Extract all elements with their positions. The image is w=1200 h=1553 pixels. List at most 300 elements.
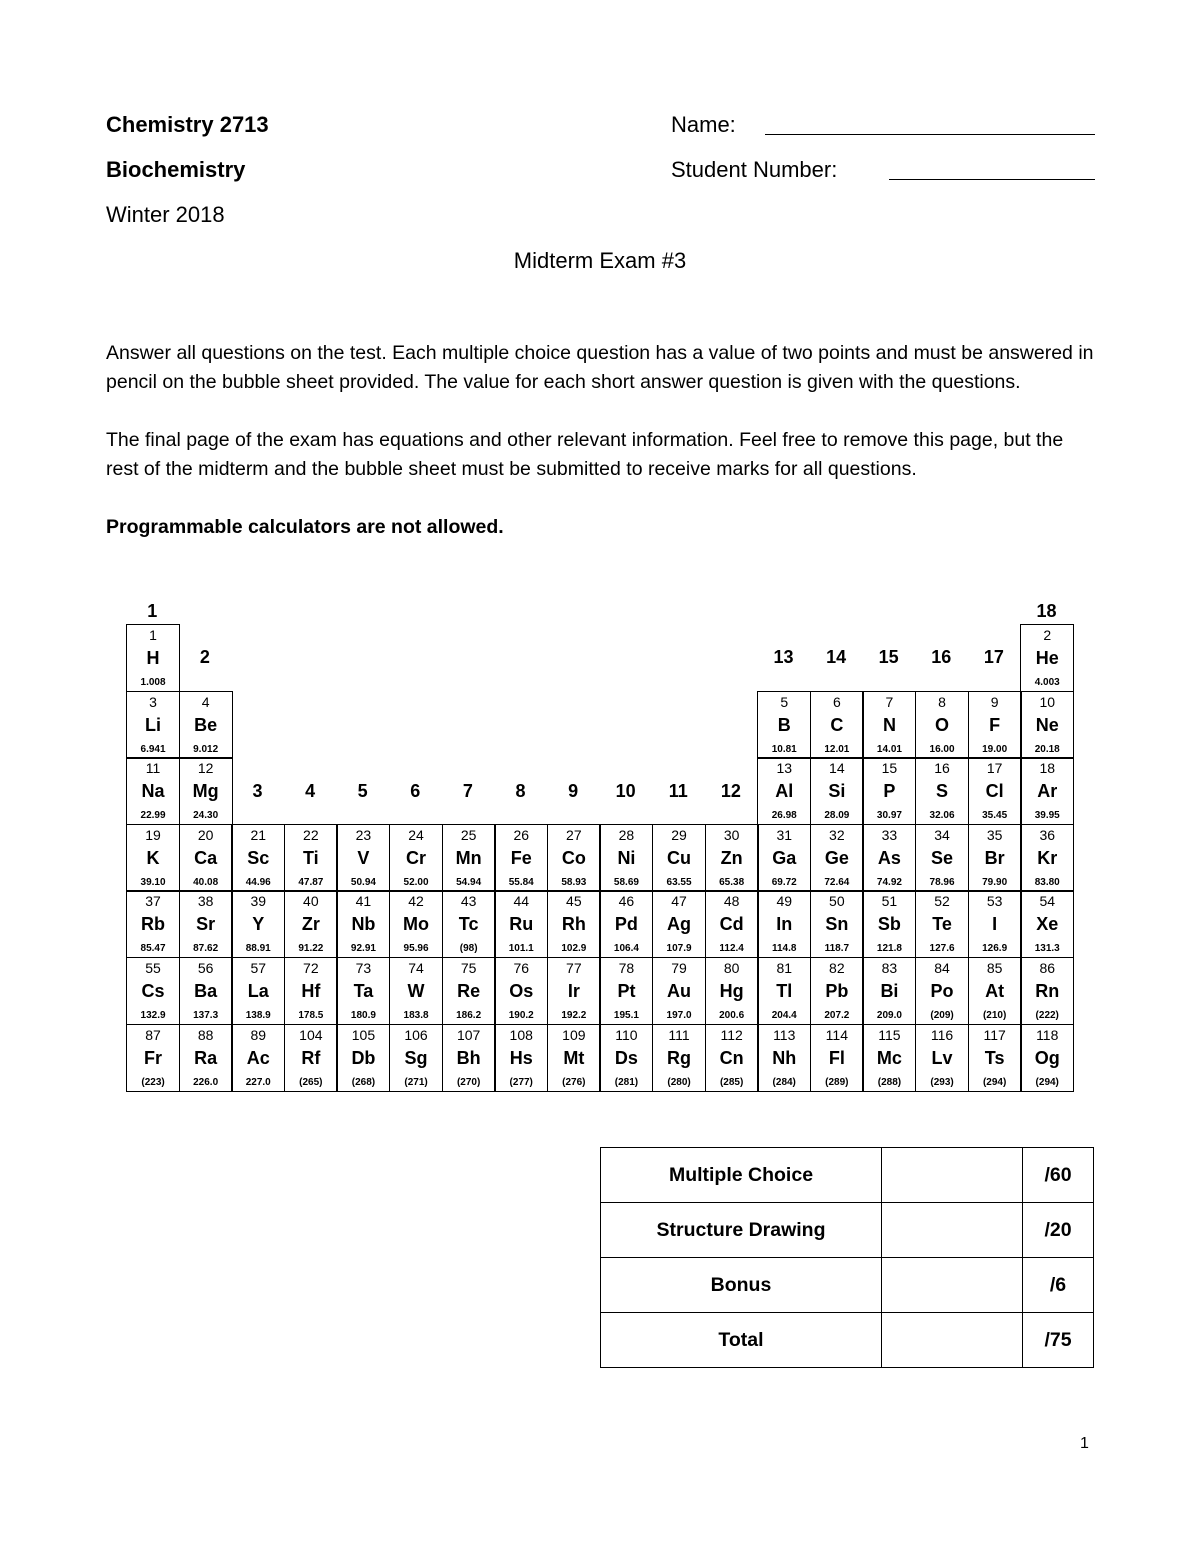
element-number: 89: [250, 1026, 267, 1043]
element-cell: [179, 824, 233, 892]
element-cell: [810, 890, 864, 958]
element-mass: (285): [719, 1076, 744, 1088]
element-cell: [757, 1024, 811, 1092]
element-mass: 227.0: [245, 1076, 271, 1088]
element-cell: [494, 957, 548, 1025]
element-number: 118: [1036, 1026, 1059, 1043]
element-mass: (223): [141, 1076, 165, 1088]
element-number: 110: [615, 1026, 638, 1043]
element-cell: [442, 890, 496, 958]
element-mass: 79.90: [982, 876, 1008, 888]
element-cell: [336, 1024, 390, 1092]
element-cell: [547, 824, 601, 892]
element-number: 34: [934, 826, 950, 843]
element-mass: 127.6: [929, 943, 955, 955]
element-cell: [179, 691, 233, 759]
element-cell: [126, 757, 180, 825]
element-cell: [231, 890, 285, 958]
element-number: 78: [618, 960, 635, 976]
element-mass: (209): [930, 1010, 954, 1022]
element-symbol: Pt: [617, 981, 636, 1001]
element-number: 22: [303, 826, 319, 843]
element-symbol: V: [357, 847, 370, 868]
score-entry[interactable]: [882, 1203, 1023, 1258]
exam-title: Midterm Exam #3: [513, 248, 687, 273]
group-label: 14: [826, 647, 847, 668]
element-cell: [915, 824, 969, 892]
group-label: 13: [773, 647, 794, 668]
element-cell: [336, 890, 390, 958]
element-cell: [284, 957, 338, 1025]
element-mass: (284): [772, 1076, 796, 1088]
element-mass: 20.18: [1034, 743, 1060, 755]
element-symbol: Nh: [772, 1047, 797, 1068]
element-cell: [336, 957, 390, 1025]
element-mass: 85.47: [140, 943, 166, 955]
element-cell: [1020, 1024, 1074, 1092]
element-number: 77: [566, 960, 582, 976]
score-max: /60: [1023, 1148, 1094, 1203]
element-cell: [547, 957, 601, 1025]
element-mass: 226.0: [193, 1076, 219, 1088]
element-mass: 1.008: [140, 677, 166, 689]
element-symbol: Ir: [567, 981, 580, 1001]
score-max: /20: [1023, 1203, 1094, 1258]
element-mass: 54.94: [456, 876, 482, 888]
element-number: 74: [408, 960, 424, 976]
element-number: 14: [829, 760, 845, 777]
element-symbol: Pb: [825, 981, 849, 1001]
element-number: 111: [668, 1026, 690, 1043]
element-symbol: Hg: [719, 981, 744, 1001]
element-number: 8: [938, 693, 946, 710]
element-mass: (280): [667, 1076, 691, 1088]
element-number: 26: [513, 826, 530, 843]
element-mass: 209.0: [876, 1010, 902, 1022]
element-mass: 197.0: [666, 1010, 692, 1022]
element-mass: 118.7: [824, 943, 850, 955]
score-row: [601, 1203, 1094, 1258]
element-number: 19: [145, 826, 161, 843]
element-number: 113: [773, 1026, 796, 1043]
element-cell: [126, 691, 180, 759]
element-number: 86: [1039, 960, 1056, 976]
score-max: /75: [1023, 1313, 1094, 1368]
element-symbol: S: [936, 781, 949, 802]
element-number: 72: [303, 960, 319, 976]
element-mass: 132.9: [140, 1010, 166, 1022]
element-mass: 44.96: [245, 876, 271, 888]
group-label: 2: [199, 647, 210, 668]
element-number: 84: [934, 960, 950, 976]
element-number: 24: [408, 826, 424, 843]
element-number: 108: [509, 1026, 533, 1043]
element-mass: (294): [1035, 1076, 1059, 1088]
element-number: 105: [351, 1026, 376, 1043]
group-label: 11: [668, 780, 688, 801]
element-cell: [494, 890, 548, 958]
score-entry[interactable]: [882, 1148, 1023, 1203]
score-entry[interactable]: [882, 1258, 1023, 1313]
element-mass: 26.98: [771, 810, 797, 822]
element-symbol: Mg: [192, 781, 219, 802]
element-mass: 55.84: [508, 876, 534, 888]
element-symbol: Br: [984, 847, 1005, 868]
group-label: 15: [878, 647, 899, 668]
element-mass: (288): [877, 1076, 902, 1088]
element-cell: [705, 890, 759, 958]
element-cell: [968, 691, 1022, 759]
element-cell: [179, 957, 233, 1025]
element-mass: (289): [825, 1076, 849, 1088]
element-number: 2: [1043, 627, 1052, 643]
element-cell: [284, 824, 338, 892]
element-number: 20: [197, 826, 214, 843]
name-label: Name:: [671, 112, 736, 137]
element-number: 3: [149, 693, 157, 710]
element-symbol: Be: [194, 714, 218, 735]
element-cell: [757, 890, 811, 958]
element-number: 42: [408, 893, 424, 910]
element-symbol: W: [407, 981, 425, 1001]
element-number: 85: [986, 960, 1003, 976]
element-symbol: Os: [509, 981, 534, 1001]
element-number: 116: [930, 1026, 954, 1043]
element-symbol: Sn: [825, 914, 849, 935]
element-number: 104: [299, 1026, 323, 1043]
element-cell: [126, 1024, 180, 1092]
element-mass: 19.00: [982, 743, 1008, 755]
element-symbol: F: [989, 714, 1001, 735]
element-number: 36: [1039, 826, 1056, 843]
score-category: Multiple Choice: [601, 1148, 882, 1203]
score-table: [600, 1147, 1094, 1368]
element-cell: [968, 957, 1022, 1025]
element-cell: [336, 824, 390, 892]
element-cell: [547, 890, 601, 958]
element-number: 44: [513, 893, 530, 910]
element-symbol: Nb: [351, 914, 376, 935]
element-number: 38: [197, 893, 214, 910]
element-mass: 40.08: [193, 876, 219, 888]
element-number: 5: [780, 693, 789, 710]
element-symbol: Li: [145, 714, 162, 735]
element-mass: (271): [404, 1076, 428, 1088]
group-label: 10: [615, 780, 636, 801]
element-number: 83: [881, 960, 898, 976]
element-number: 28: [618, 826, 635, 843]
element-symbol: O: [935, 714, 950, 735]
element-mass: 200.6: [719, 1010, 745, 1022]
element-cell: [915, 757, 969, 825]
element-mass: 204.4: [771, 1010, 797, 1022]
element-mass: (222): [1035, 1010, 1059, 1022]
element-number: 45: [566, 893, 582, 910]
element-symbol: C: [830, 714, 844, 735]
element-cell: [757, 691, 811, 759]
element-number: 52: [934, 893, 950, 910]
element-number: 76: [513, 960, 530, 976]
score-entry[interactable]: [882, 1313, 1023, 1368]
element-mass: 16.00: [929, 743, 955, 755]
element-mass: 131.3: [1034, 943, 1060, 955]
element-cell: [179, 890, 233, 958]
element-cell: [862, 691, 916, 759]
element-cell: [284, 1024, 338, 1092]
element-mass: 95.96: [403, 943, 429, 955]
element-cell: [1020, 957, 1074, 1025]
element-symbol: Og: [1034, 1047, 1060, 1068]
element-cell: [494, 824, 548, 892]
element-cell: [757, 757, 811, 825]
element-cell: [968, 890, 1022, 958]
element-cell: [599, 824, 653, 892]
element-symbol: I: [992, 914, 998, 935]
element-number: 54: [1039, 893, 1056, 910]
element-number: 107: [456, 1026, 481, 1043]
element-cell: [862, 824, 916, 892]
element-cell: [126, 957, 180, 1025]
element-cell: [179, 1024, 233, 1092]
element-number: 18: [1039, 760, 1056, 777]
element-cell: [968, 1024, 1022, 1092]
element-number: 51: [881, 893, 898, 910]
element-cell: [389, 1024, 443, 1092]
element-symbol: Rn: [1035, 981, 1060, 1001]
element-number: 1: [149, 627, 157, 643]
group-label: 1: [147, 601, 158, 621]
page-number: 1: [1080, 1435, 1089, 1452]
group-label: 7: [462, 780, 473, 801]
element-cell: [179, 757, 233, 825]
element-symbol: Re: [457, 981, 481, 1001]
element-number: 55: [145, 960, 161, 976]
element-mass: 24.30: [193, 810, 219, 822]
element-number: 117: [983, 1026, 1006, 1043]
element-cell: [442, 824, 496, 892]
element-cell: [705, 1024, 759, 1092]
element-mass: 6.941: [140, 743, 166, 755]
element-mass: 10.81: [771, 743, 797, 755]
element-number: 56: [197, 960, 214, 976]
element-cell: [757, 957, 811, 1025]
element-number: 57: [250, 960, 267, 976]
element-number: 109: [562, 1026, 586, 1043]
element-mass: (210): [982, 1010, 1007, 1022]
element-number: 106: [404, 1026, 428, 1043]
element-symbol: Ge: [824, 847, 849, 868]
element-cell: [599, 1024, 653, 1092]
element-mass: 195.1: [613, 1010, 639, 1022]
element-symbol: Cd: [719, 914, 744, 935]
instructions-paragraph-3: Programmable calculators are not allowed.: [106, 516, 504, 538]
element-mass: 183.8: [403, 1010, 429, 1022]
element-number: 12: [197, 760, 214, 777]
element-symbol: Po: [930, 981, 954, 1001]
element-symbol: Ru: [509, 914, 534, 935]
element-symbol: Sg: [404, 1047, 428, 1068]
group-label: 9: [568, 780, 579, 801]
element-number: 41: [355, 893, 372, 910]
element-number: 48: [723, 893, 740, 910]
element-mass: 102.9: [561, 943, 587, 955]
element-mass: 12.01: [824, 743, 850, 755]
element-mass: 112.4: [719, 943, 744, 955]
element-symbol: Hf: [301, 981, 321, 1001]
element-cell: [547, 1024, 601, 1092]
element-cell: [231, 957, 285, 1025]
element-number: 46: [618, 893, 635, 910]
element-mass: (281): [614, 1076, 639, 1088]
element-number: 39: [250, 893, 267, 910]
element-number: 53: [986, 893, 1003, 910]
element-symbol: Ac: [246, 1047, 270, 1068]
element-mass: 190.2: [508, 1010, 534, 1022]
course-term: Winter 2018: [106, 202, 225, 227]
group-label: 3: [252, 780, 263, 801]
element-cell: [915, 1024, 969, 1092]
element-cell: [1020, 824, 1074, 892]
element-mass: 58.93: [561, 876, 587, 888]
element-number: 10: [1039, 693, 1056, 710]
element-cell: [915, 957, 969, 1025]
group-label: 5: [357, 780, 368, 801]
element-mass: 192.2: [561, 1010, 587, 1022]
element-symbol: Rb: [141, 914, 166, 935]
element-number: 37: [145, 893, 161, 910]
element-symbol: Se: [931, 847, 954, 868]
element-number: 21: [250, 826, 267, 843]
element-number: 87: [145, 1026, 161, 1043]
element-number: 112: [720, 1026, 743, 1043]
element-cell: [599, 957, 653, 1025]
element-symbol: Al: [775, 781, 794, 802]
element-number: 35: [986, 826, 1003, 843]
element-cell: [599, 890, 653, 958]
element-cell: [442, 1024, 496, 1092]
group-label: 6: [410, 780, 421, 801]
score-category: Total: [601, 1313, 882, 1368]
group-label: 17: [983, 647, 1004, 668]
element-mass: 78.96: [929, 876, 955, 888]
element-mass: 72.64: [824, 876, 850, 888]
element-symbol: At: [985, 981, 1005, 1001]
element-mass: 30.97: [876, 810, 902, 822]
element-cell: [810, 824, 864, 892]
element-symbol: Zn: [720, 847, 743, 868]
element-number: 80: [723, 960, 740, 976]
element-mass: 22.99: [140, 810, 166, 822]
element-symbol: Rf: [301, 1047, 321, 1068]
element-mass: 88.91: [245, 943, 271, 955]
element-symbol: Si: [828, 781, 846, 802]
element-cell: [862, 1024, 916, 1092]
element-cell: [862, 757, 916, 825]
element-symbol: Xe: [1036, 914, 1059, 935]
element-symbol: Fl: [828, 1047, 845, 1068]
element-cell: [757, 824, 811, 892]
element-cell: [126, 624, 180, 692]
element-symbol: Ra: [194, 1047, 218, 1068]
element-number: 9: [990, 693, 999, 710]
element-symbol: K: [146, 847, 160, 868]
element-mass: 137.3: [193, 1010, 219, 1022]
element-mass: 74.92: [876, 876, 902, 888]
element-mass: (293): [930, 1076, 954, 1088]
group-label: 12: [720, 780, 741, 801]
element-cell: [1020, 624, 1074, 692]
element-number: 75: [460, 960, 477, 976]
instructions-paragraph-2: The final page of the exam has equations and other relevant information. Feel free to remove this page, but the rest of the midterm and the bubble sheet must be submitted to receive marks for all questions.: [106, 429, 1064, 480]
course-subject: Biochemistry: [106, 157, 246, 182]
element-mass: 101.1: [508, 943, 534, 955]
element-mass: 180.9: [350, 1010, 376, 1022]
element-number: 49: [776, 893, 793, 910]
element-symbol: Hs: [509, 1047, 533, 1068]
element-cell: [494, 1024, 548, 1092]
element-symbol: Ni: [617, 847, 636, 868]
element-number: 17: [986, 760, 1003, 777]
element-cell: [810, 1024, 864, 1092]
element-symbol: Lv: [931, 1047, 953, 1068]
element-mass: 47.87: [298, 876, 324, 888]
element-symbol: Rg: [667, 1047, 692, 1068]
element-cell: [915, 691, 969, 759]
element-mass: 14.01: [876, 743, 902, 755]
element-cell: [1020, 691, 1074, 759]
element-cell: [862, 890, 916, 958]
element-cell: [652, 957, 706, 1025]
element-symbol: P: [883, 781, 896, 802]
element-cell: [705, 957, 759, 1025]
element-symbol: Mn: [455, 847, 482, 868]
element-symbol: La: [247, 981, 269, 1001]
element-symbol: Mc: [876, 1047, 902, 1068]
course-title: Chemistry 2713: [106, 112, 269, 137]
element-symbol: Fe: [510, 847, 532, 868]
element-mass: 63.55: [666, 876, 692, 888]
element-cell: [389, 957, 443, 1025]
element-cell: [231, 824, 285, 892]
element-cell: [442, 957, 496, 1025]
element-symbol: Na: [141, 781, 165, 802]
element-mass: 35.45: [982, 810, 1008, 822]
element-mass: 32.06: [929, 810, 955, 822]
element-mass: 178.5: [298, 1010, 324, 1022]
element-number: 50: [829, 893, 845, 910]
element-cell: [389, 890, 443, 958]
element-cell: [810, 691, 864, 759]
element-symbol: Ta: [353, 981, 374, 1001]
element-mass: 207.2: [824, 1010, 850, 1022]
element-mass: 50.94: [350, 876, 376, 888]
element-mass: 138.9: [245, 1010, 271, 1022]
element-mass: 91.22: [298, 943, 324, 955]
element-mass: 4.003: [1034, 677, 1060, 689]
element-symbol: Ne: [1035, 714, 1059, 735]
element-mass: (268): [351, 1076, 376, 1088]
element-number: 25: [460, 826, 477, 843]
element-cell: [810, 757, 864, 825]
element-symbol: Mo: [403, 914, 430, 935]
group-label: 18: [1036, 601, 1057, 621]
element-symbol: Sc: [247, 847, 270, 868]
element-symbol: Y: [252, 914, 265, 935]
element-cell: [389, 824, 443, 892]
element-number: 27: [566, 826, 582, 843]
score-row: [601, 1313, 1094, 1368]
element-mass: (98): [459, 943, 478, 955]
